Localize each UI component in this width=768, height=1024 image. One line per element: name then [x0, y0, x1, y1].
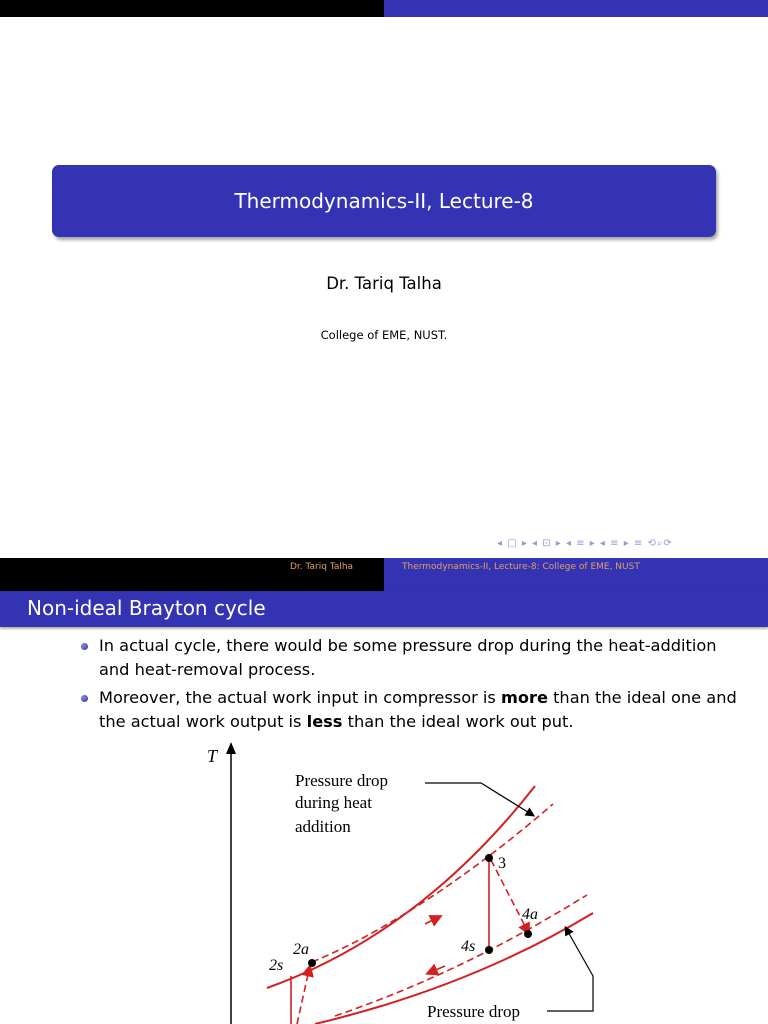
- bullet-list: [78, 634, 748, 738]
- footer-author: Dr. Tariq Talha: [290, 562, 354, 572]
- bullet-item-1: [78, 634, 748, 682]
- footer-title: Thermodynamics-II, Lecture-8: College of EME, NUST: [402, 562, 640, 572]
- top-header-bar: [0, 0, 768, 17]
- author-name: Dr. Tariq Talha: [326, 274, 442, 293]
- point-4a-label: 4a: [522, 906, 538, 923]
- top-header-right: [384, 0, 768, 17]
- point-3-label: 3: [498, 855, 506, 872]
- title-box: [52, 165, 716, 237]
- t-axis-label: T: [207, 746, 218, 766]
- bullet-2-text-a: Moreover, the actual work input in compressor is: [99, 688, 501, 707]
- point-4s-dot: [485, 946, 493, 954]
- top-annotation-line-1: Pressure drop: [295, 771, 389, 790]
- point-4s-label: 4s: [461, 938, 476, 955]
- bullet-2-less: less: [306, 712, 343, 731]
- frame-title-bar: [0, 591, 768, 627]
- institute-name: College of EME, NUST.: [320, 328, 448, 342]
- bullet-item-2: [78, 686, 748, 734]
- lower-isobar-dashed: [335, 895, 587, 1016]
- point-2a-label: 2a: [293, 941, 309, 958]
- bottom-annotation-leader: [547, 930, 593, 1011]
- bullet-2-more: more: [500, 688, 548, 707]
- bullet-2-text-b: than the ideal one and the actual work output is: [99, 688, 737, 731]
- top-annotation-line-2: during heat: [295, 793, 372, 812]
- heat-addition-arrow-icon: [425, 918, 437, 924]
- bottom-annotation: Pressure drop: [427, 1002, 521, 1021]
- bullet-icon: [81, 695, 88, 702]
- footer-bar: [0, 558, 768, 591]
- top-header-left: [0, 0, 384, 17]
- frame-title: Non-ideal Brayton cycle: [27, 596, 266, 620]
- compression-line-actual: [297, 970, 309, 1024]
- point-2s-label: 2s: [269, 957, 284, 974]
- presentation-title: Thermodynamics-II, Lecture-8: [234, 189, 534, 213]
- t-axis-arrow-icon: [226, 742, 236, 754]
- point-3-dot: [485, 854, 493, 862]
- heat-removal-arrow-icon: [431, 966, 445, 972]
- top-annotation-line-3: addition: [295, 817, 351, 836]
- point-4a-dot: [524, 930, 532, 938]
- bullet-1-text: In actual cycle, there would be some pressure drop during the heat-addition and heat-removal process.: [99, 636, 717, 679]
- point-2a-dot: [308, 959, 316, 967]
- navigation-symbols[interactable]: ◂ □ ▸ ◂ ⊡ ▸ ◂ ≡ ▸ ◂ ≡ ▸ ≡ ⟲⌕⟳: [497, 538, 673, 549]
- ts-diagram: [195, 738, 615, 1024]
- bullet-2-text-c: than the ideal work out put.: [342, 712, 574, 731]
- bullet-icon: [81, 643, 88, 650]
